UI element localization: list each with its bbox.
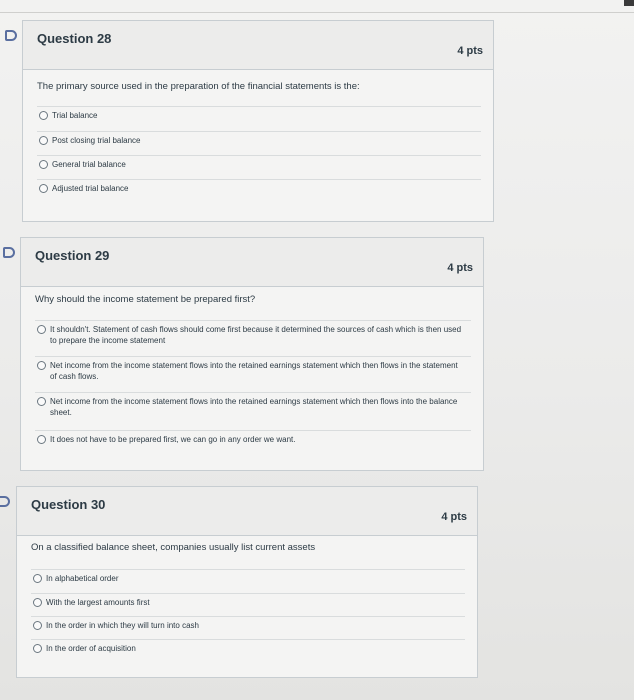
answer-label: Net income from the income statement flows into the retained earnings statement which then flows into the balance sheet. — [50, 397, 458, 417]
question-header — [21, 238, 483, 287]
answer-label: With the largest amounts first — [46, 598, 150, 607]
flag-question-icon[interactable] — [3, 247, 15, 258]
question-points: 4 pts — [441, 511, 467, 523]
top-divider — [0, 12, 634, 13]
question-points: 4 pts — [447, 262, 473, 274]
radio-button[interactable] — [39, 111, 48, 120]
question-header — [17, 487, 477, 536]
radio-button[interactable] — [33, 621, 42, 630]
radio-button[interactable] — [39, 184, 48, 193]
answer-option[interactable] — [35, 356, 471, 393]
radio-button[interactable] — [37, 435, 46, 444]
question-title: Question 28 — [37, 31, 112, 46]
question-28 — [22, 20, 494, 222]
answer-label: Trial balance — [52, 111, 98, 120]
flag-question-icon[interactable] — [0, 496, 10, 507]
answer-option[interactable] — [31, 639, 465, 664]
answer-option[interactable] — [37, 106, 481, 131]
question-title: Question 29 — [35, 248, 110, 263]
answer-option[interactable] — [35, 392, 471, 429]
answer-label: In the order in which they will turn into cash — [46, 621, 199, 630]
answer-label: It shouldn't. Statement of cash flows should come first because it determined the sources of cash which is then used to prepare the income statement — [50, 325, 462, 345]
answer-label: Net income from the income statement flows into the retained earnings statement which then flows in the statement of cash flows. — [50, 361, 458, 381]
answer-option[interactable] — [37, 155, 481, 180]
radio-button[interactable] — [39, 136, 48, 145]
question-30 — [16, 486, 478, 678]
radio-button[interactable] — [33, 598, 42, 607]
answer-label: In alphabetical order — [46, 574, 119, 583]
corner-mark — [624, 0, 634, 6]
flag-question-icon[interactable] — [5, 30, 17, 41]
answer-label: It does not have to be prepared first, we can go in any order we want. — [50, 435, 296, 444]
question-text: On a classified balance sheet, companies usually list current assets — [31, 542, 316, 553]
answer-option[interactable] — [37, 179, 481, 204]
answer-option[interactable] — [35, 320, 471, 357]
question-29 — [20, 237, 484, 471]
answer-label: In the order of acquisition — [46, 644, 136, 653]
answer-label: General trial balance — [52, 160, 126, 169]
question-text: The primary source used in the preparation of the financial statements is the: — [37, 81, 360, 92]
answer-option[interactable] — [31, 616, 465, 641]
question-title: Question 30 — [31, 497, 106, 512]
answer-option[interactable] — [37, 131, 481, 156]
answer-label: Adjusted trial balance — [52, 184, 129, 193]
radio-button[interactable] — [37, 361, 46, 370]
radio-button[interactable] — [37, 397, 46, 406]
answer-label: Post closing trial balance — [52, 136, 141, 145]
answer-option[interactable] — [31, 593, 465, 618]
radio-button[interactable] — [37, 325, 46, 334]
radio-button[interactable] — [33, 644, 42, 653]
answer-option[interactable] — [31, 569, 465, 594]
answer-option[interactable] — [35, 430, 471, 455]
radio-button[interactable] — [33, 574, 42, 583]
question-text: Why should the income statement be prepared first? — [35, 294, 256, 305]
question-points: 4 pts — [457, 45, 483, 57]
question-header — [23, 21, 493, 70]
radio-button[interactable] — [39, 160, 48, 169]
